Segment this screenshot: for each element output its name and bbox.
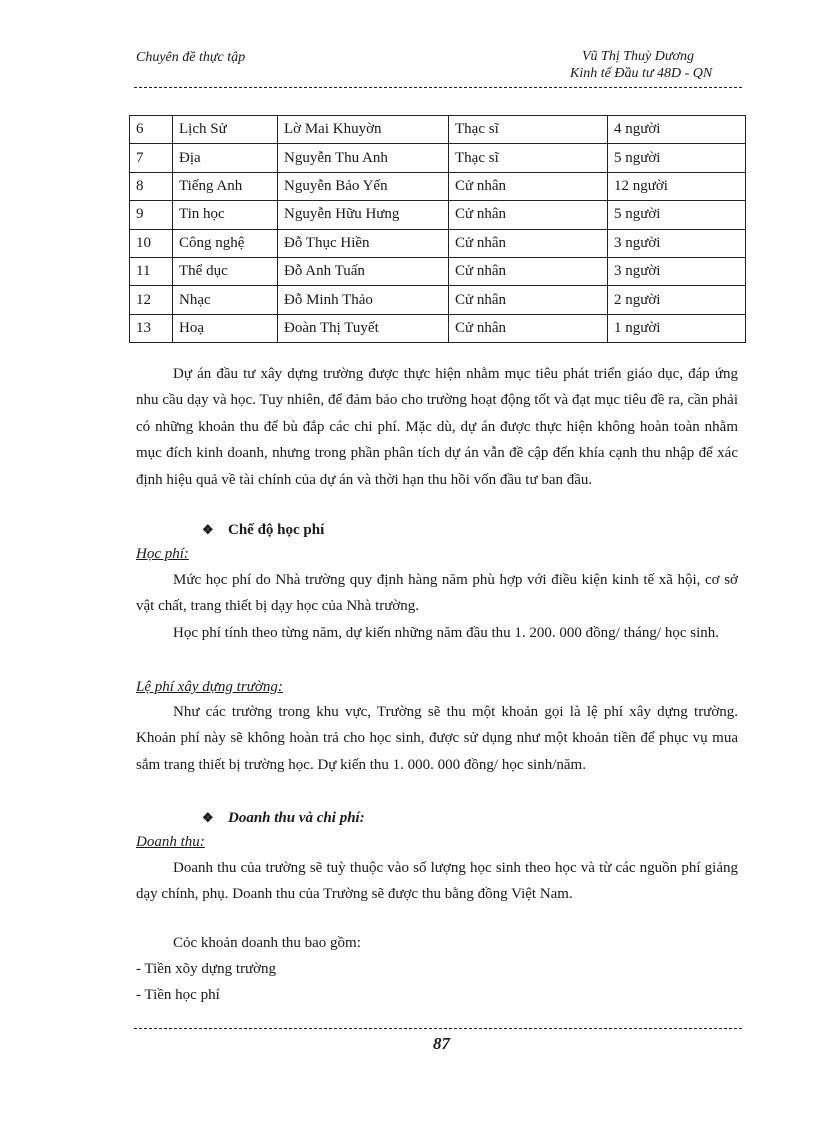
header-left-title: Chuyên đề thực tập (136, 50, 246, 65)
table-cell: Nhạc (173, 286, 278, 314)
subheading-construction-fee: Lệ phí xây dựng trường: (136, 679, 283, 695)
diamond-bullet-icon: ❖ (202, 810, 214, 825)
table-cell: Thạc sĩ (449, 144, 608, 172)
table-cell: Cử nhân (449, 201, 608, 229)
table-cell: 2 người (608, 286, 746, 314)
table-cell: Cử nhân (449, 257, 608, 285)
table-cell: Lịch Sử (173, 116, 278, 144)
revenue-items-intro: Cỏc khoản doanh thu bao gồm: (173, 935, 361, 951)
table-row (130, 172, 746, 200)
table-cell: Thạc sĩ (449, 116, 608, 144)
table-cell: 9 (130, 201, 173, 229)
table-row (130, 144, 746, 172)
section-heading-tuition (202, 522, 324, 539)
table-row (130, 286, 746, 314)
table-cell: 12 (130, 286, 173, 314)
section-title: Chế độ học phí (228, 522, 325, 538)
page-number: 87 (433, 1034, 450, 1053)
table-cell: Đỗ Minh Thảo (278, 286, 449, 314)
table-cell: 6 (130, 116, 173, 144)
table-cell: 10 (130, 229, 173, 257)
list-item: - Tiền học phí (136, 987, 220, 1003)
table-cell: Lờ Mai Khuyờn (278, 116, 449, 144)
table-cell: Nguyễn Bảo Yến (278, 172, 449, 200)
table-cell: 8 (130, 172, 173, 200)
table-cell: Hoạ (173, 314, 278, 342)
table-cell: Nguyễn Hữu Hưng (278, 201, 449, 229)
footer-rule (134, 1028, 742, 1029)
header-rule (134, 87, 742, 88)
tuition-paragraph-2: Học phí tính theo từng năm, dự kiến những năm đầu thu 1. 200. 000 đồng/ tháng/ học sinh. (173, 625, 719, 641)
table-cell: Cử nhân (449, 314, 608, 342)
table-cell: 3 người (608, 229, 746, 257)
subheading-tuition-fee: Học phí: (136, 546, 189, 562)
table-cell: Cử nhân (449, 286, 608, 314)
table-row (130, 116, 746, 144)
header-class: Kinh tế Đầu tư 48D - QN (570, 66, 713, 81)
table-cell: 4 người (608, 116, 746, 144)
table-cell: 5 người (608, 144, 746, 172)
header-author: Vũ Thị Thuỳ Dương (582, 49, 694, 64)
table-cell: 1 người (608, 314, 746, 342)
table-row (130, 201, 746, 229)
table-cell: 5 người (608, 201, 746, 229)
table-cell: Thể dục (173, 257, 278, 285)
table-cell: Cử nhân (449, 172, 608, 200)
table-row (130, 229, 746, 257)
table-cell: Địa (173, 144, 278, 172)
revenue-paragraph: Doanh thu của trường sẽ tuỳ thuộc vào số lượng học sinh theo học và từ các nguồn phí giảng dạy chính, phụ. Doanh thu của Trường sẽ được thu bằng đồng Việt Nam. (136, 860, 738, 903)
table-cell: Đoàn Thị Tuyết (278, 314, 449, 342)
table-cell: 3 người (608, 257, 746, 285)
table-cell: 7 (130, 144, 173, 172)
table-cell: Đỗ Anh Tuấn (278, 257, 449, 285)
diamond-bullet-icon: ❖ (202, 522, 214, 537)
table-cell: Tiếng Anh (173, 172, 278, 200)
staff-table (129, 115, 746, 343)
section-heading-revenue (202, 810, 365, 827)
table-cell: Tin học (173, 201, 278, 229)
table-cell: 12 người (608, 172, 746, 200)
construction-fee-paragraph: Như các trường trong khu vực, Trường sẽ thu một khoản gọi là lệ phí xây dựng trường. Khoản phí này sẽ không hoàn trả cho học sinh, được sử dụng như một khoản tiền để phục vụ mua sắm trang thiết bị trường học. Dự kiến thu 1. 000. 000 đồng/ học sinh/năm. (136, 704, 738, 773)
tuition-paragraph-1: Mức học phí do Nhà trường quy định hàng năm phù hợp với điều kiện kinh tế xã hội, cơ sở vật chất, trang thiết bị dạy học của Nhà trường. (136, 572, 738, 615)
table-row (130, 257, 746, 285)
table-cell: Công nghệ (173, 229, 278, 257)
list-item: - Tiền xõy dựng trường (136, 961, 277, 977)
table-cell: Cử nhân (449, 229, 608, 257)
table-cell: Đỗ Thục Hiền (278, 229, 449, 257)
section-title: Doanh thu và chi phí: (228, 810, 365, 826)
table-cell: 11 (130, 257, 173, 285)
table-row (130, 314, 746, 342)
table-cell: Nguyễn Thu Anh (278, 144, 449, 172)
table-cell: 13 (130, 314, 173, 342)
subheading-revenue: Doanh thu: (136, 834, 205, 850)
intro-paragraph: Dự án đầu tư xây dựng trường được thực hiện nhằm mục tiêu phát triển giáo dục, đáp ứng nhu cầu dạy và học. Tuy nhiên, để đảm bảo cho trường hoạt động tốt và đạt mục tiêu đề ra, cần phải có những khoản thu để bù đắp các chi phí. Mặc dù, dự án được thực hiện không hoàn toàn nhằm mục đích kinh doanh, nhưng trong phần phân tích dự án vẫn đề cập đến khía cạnh thu nhập để xác định hiệu quả về tài chính của dự án và thời hạn thu hồi vốn đầu tư ban đầu. (136, 366, 738, 488)
